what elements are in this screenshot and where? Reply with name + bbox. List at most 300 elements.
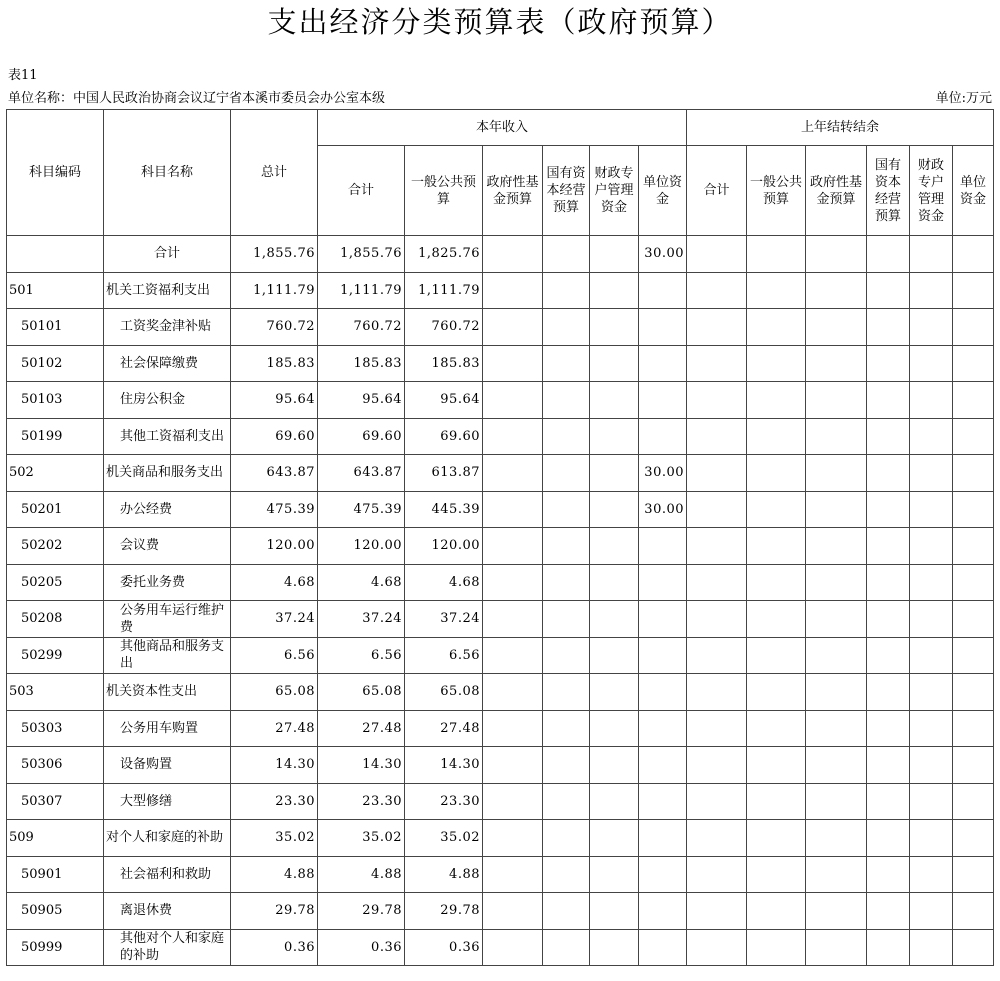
cell-p-unit — [953, 783, 994, 820]
header-cur-sum: 合计 — [318, 146, 405, 236]
cell-p-general — [747, 528, 806, 565]
cell-c-fund — [483, 747, 543, 784]
cell-c-sum: 95.64 — [318, 382, 405, 419]
subject-name: 其他工资福利支出 — [104, 418, 231, 455]
subject-name: 机关商品和服务支出 — [104, 455, 231, 492]
cell-total: 185.83 — [231, 345, 318, 382]
cell-p-special — [910, 893, 953, 930]
cell-total: 475.39 — [231, 491, 318, 528]
header-name: 科目名称 — [104, 110, 231, 236]
subject-name: 公务用车购置 — [104, 710, 231, 747]
cell-p-state — [867, 564, 910, 601]
cell-p-special — [910, 929, 953, 966]
cell-p-general — [747, 710, 806, 747]
cell-c-state — [543, 856, 590, 893]
cell-total: 120.00 — [231, 528, 318, 565]
header-cur-unit: 单位资金 — [639, 146, 687, 236]
cell-c-sum: 37.24 — [318, 601, 405, 638]
cell-c-fund — [483, 601, 543, 638]
cell-p-special — [910, 491, 953, 528]
header-carry-sum: 合计 — [687, 146, 747, 236]
cell-c-state — [543, 236, 590, 273]
cell-p-general — [747, 236, 806, 273]
cell-c-fund — [483, 564, 543, 601]
cell-p-fund — [806, 345, 867, 382]
cell-p-unit — [953, 747, 994, 784]
cell-p-special — [910, 674, 953, 711]
cell-p-state — [867, 674, 910, 711]
table-row — [7, 418, 994, 455]
subject-code: 50201 — [7, 491, 104, 528]
cell-c-state — [543, 747, 590, 784]
cell-c-sum: 27.48 — [318, 710, 405, 747]
cell-c-unit — [639, 418, 687, 455]
cell-p-sum — [687, 747, 747, 784]
cell-c-general: 69.60 — [405, 418, 483, 455]
cell-c-sum: 120.00 — [318, 528, 405, 565]
subject-code: 50103 — [7, 382, 104, 419]
cell-p-general — [747, 601, 806, 638]
subject-name: 合计 — [104, 236, 231, 273]
cell-c-fund — [483, 637, 543, 674]
header-carry-special: 财政专户管理资金 — [910, 146, 953, 236]
cell-p-general — [747, 674, 806, 711]
currency-unit: 单位:万元 — [935, 91, 992, 106]
cell-p-unit — [953, 272, 994, 309]
cell-total: 37.24 — [231, 601, 318, 638]
cell-p-special — [910, 528, 953, 565]
cell-p-special — [910, 382, 953, 419]
cell-p-unit — [953, 856, 994, 893]
cell-c-sum: 69.60 — [318, 418, 405, 455]
cell-c-fund — [483, 491, 543, 528]
table-row — [7, 382, 994, 419]
budget-table-body — [7, 236, 994, 966]
cell-total: 27.48 — [231, 710, 318, 747]
cell-p-general — [747, 637, 806, 674]
cell-p-unit — [953, 382, 994, 419]
subject-name: 社会福利和救助 — [104, 856, 231, 893]
subject-name: 离退休费 — [104, 893, 231, 930]
cell-total: 1,855.76 — [231, 236, 318, 273]
cell-c-unit — [639, 345, 687, 382]
cell-c-special — [590, 382, 639, 419]
cell-p-sum — [687, 893, 747, 930]
subject-name: 社会保障缴费 — [104, 345, 231, 382]
cell-p-fund — [806, 674, 867, 711]
subject-code: 50307 — [7, 783, 104, 820]
subject-name: 办公经费 — [104, 491, 231, 528]
cell-p-unit — [953, 710, 994, 747]
cell-p-special — [910, 747, 953, 784]
cell-c-general: 29.78 — [405, 893, 483, 930]
subject-code: 509 — [7, 820, 104, 857]
cell-c-fund — [483, 856, 543, 893]
cell-total: 69.60 — [231, 418, 318, 455]
cell-p-special — [910, 820, 953, 857]
cell-p-state — [867, 747, 910, 784]
cell-p-sum — [687, 856, 747, 893]
budget-table — [6, 109, 994, 966]
subject-name: 工资奖金津补贴 — [104, 309, 231, 346]
cell-p-fund — [806, 820, 867, 857]
cell-p-sum — [687, 637, 747, 674]
cell-p-state — [867, 455, 910, 492]
header-code: 科目编码 — [7, 110, 104, 236]
cell-c-special — [590, 637, 639, 674]
header-cur-state: 国有资本经营预算 — [543, 146, 590, 236]
cell-total: 1,111.79 — [231, 272, 318, 309]
cell-total: 6.56 — [231, 637, 318, 674]
cell-total: 643.87 — [231, 455, 318, 492]
cell-c-general: 95.64 — [405, 382, 483, 419]
cell-c-fund — [483, 418, 543, 455]
cell-p-sum — [687, 820, 747, 857]
subject-code: 50199 — [7, 418, 104, 455]
cell-c-fund — [483, 528, 543, 565]
cell-c-state — [543, 455, 590, 492]
cell-p-special — [910, 601, 953, 638]
cell-p-sum — [687, 710, 747, 747]
header-carry-unit: 单位资金 — [953, 146, 994, 236]
cell-p-unit — [953, 345, 994, 382]
cell-c-fund — [483, 674, 543, 711]
subject-name: 机关工资福利支出 — [104, 272, 231, 309]
subject-name: 设备购置 — [104, 747, 231, 784]
cell-p-sum — [687, 601, 747, 638]
table-row — [7, 272, 994, 309]
cell-p-general — [747, 783, 806, 820]
cell-p-general — [747, 418, 806, 455]
cell-c-state — [543, 820, 590, 857]
cell-c-fund — [483, 820, 543, 857]
header-current-year: 本年收入 — [318, 110, 687, 146]
cell-c-special — [590, 345, 639, 382]
cell-p-sum — [687, 272, 747, 309]
table-number: 表11 — [8, 68, 38, 83]
unit-info-row — [8, 91, 992, 107]
subject-code: 50299 — [7, 637, 104, 674]
cell-p-general — [747, 856, 806, 893]
cell-p-unit — [953, 236, 994, 273]
cell-p-state — [867, 309, 910, 346]
cell-c-fund — [483, 783, 543, 820]
table-row — [7, 929, 994, 966]
cell-c-special — [590, 236, 639, 273]
cell-c-unit: 30.00 — [639, 491, 687, 528]
cell-c-fund — [483, 893, 543, 930]
cell-c-sum: 185.83 — [318, 345, 405, 382]
cell-c-general: 14.30 — [405, 747, 483, 784]
cell-c-general: 120.00 — [405, 528, 483, 565]
cell-p-general — [747, 893, 806, 930]
cell-p-fund — [806, 455, 867, 492]
cell-c-special — [590, 929, 639, 966]
cell-p-state — [867, 491, 910, 528]
cell-c-fund — [483, 382, 543, 419]
header-carry-fund: 政府性基金预算 — [806, 146, 867, 236]
cell-p-special — [910, 309, 953, 346]
table-row — [7, 674, 994, 711]
cell-c-sum: 1,111.79 — [318, 272, 405, 309]
cell-total: 29.78 — [231, 893, 318, 930]
cell-c-state — [543, 564, 590, 601]
cell-c-general: 0.36 — [405, 929, 483, 966]
page-title: 支出经济分类预算表（政府预算） — [267, 5, 733, 39]
subject-code: 501 — [7, 272, 104, 309]
table-row — [7, 820, 994, 857]
cell-c-fund — [483, 710, 543, 747]
cell-c-general: 37.24 — [405, 601, 483, 638]
cell-p-unit — [953, 820, 994, 857]
subject-code: 50101 — [7, 309, 104, 346]
cell-total: 760.72 — [231, 309, 318, 346]
cell-p-state — [867, 272, 910, 309]
cell-p-state — [867, 637, 910, 674]
cell-p-special — [910, 455, 953, 492]
cell-total: 65.08 — [231, 674, 318, 711]
cell-p-special — [910, 345, 953, 382]
cell-p-unit — [953, 601, 994, 638]
cell-total: 4.88 — [231, 856, 318, 893]
cell-c-state — [543, 893, 590, 930]
cell-c-state — [543, 710, 590, 747]
table-row — [7, 345, 994, 382]
cell-p-fund — [806, 272, 867, 309]
cell-c-special — [590, 783, 639, 820]
cell-c-unit — [639, 820, 687, 857]
cell-p-fund — [806, 856, 867, 893]
subject-name: 对个人和家庭的补助 — [104, 820, 231, 857]
cell-c-state — [543, 309, 590, 346]
cell-c-sum: 6.56 — [318, 637, 405, 674]
unit-name: 单位名称：中国人民政治协商会议辽宁省本溪市委员会办公室本级 — [8, 91, 386, 106]
cell-c-special — [590, 820, 639, 857]
cell-p-sum — [687, 382, 747, 419]
cell-c-unit — [639, 637, 687, 674]
header-row-1 — [7, 110, 994, 146]
cell-c-special — [590, 309, 639, 346]
subject-code: 50905 — [7, 893, 104, 930]
cell-p-fund — [806, 747, 867, 784]
cell-c-fund — [483, 272, 543, 309]
table-row — [7, 893, 994, 930]
cell-c-unit — [639, 856, 687, 893]
cell-c-general: 1,111.79 — [405, 272, 483, 309]
cell-p-special — [910, 783, 953, 820]
cell-p-state — [867, 236, 910, 273]
subject-name: 委托业务费 — [104, 564, 231, 601]
cell-p-state — [867, 893, 910, 930]
cell-p-unit — [953, 929, 994, 966]
cell-c-general: 4.68 — [405, 564, 483, 601]
cell-c-general: 65.08 — [405, 674, 483, 711]
cell-c-sum: 65.08 — [318, 674, 405, 711]
cell-p-unit — [953, 528, 994, 565]
table-row — [7, 856, 994, 893]
cell-p-general — [747, 272, 806, 309]
cell-p-general — [747, 820, 806, 857]
cell-c-sum: 643.87 — [318, 455, 405, 492]
cell-c-general: 35.02 — [405, 820, 483, 857]
cell-p-general — [747, 382, 806, 419]
cell-p-fund — [806, 528, 867, 565]
cell-p-sum — [687, 929, 747, 966]
cell-c-special — [590, 710, 639, 747]
subject-code: 50205 — [7, 564, 104, 601]
cell-p-special — [910, 637, 953, 674]
cell-total: 35.02 — [231, 820, 318, 857]
cell-p-general — [747, 309, 806, 346]
cell-c-unit — [639, 382, 687, 419]
cell-p-state — [867, 528, 910, 565]
cell-p-fund — [806, 236, 867, 273]
cell-p-fund — [806, 564, 867, 601]
cell-p-sum — [687, 236, 747, 273]
cell-c-state — [543, 491, 590, 528]
cell-c-state — [543, 382, 590, 419]
cell-p-general — [747, 491, 806, 528]
cell-p-state — [867, 929, 910, 966]
cell-c-sum: 4.88 — [318, 856, 405, 893]
cell-total: 0.36 — [231, 929, 318, 966]
cell-p-sum — [687, 455, 747, 492]
cell-c-special — [590, 528, 639, 565]
cell-p-general — [747, 747, 806, 784]
cell-p-unit — [953, 674, 994, 711]
cell-c-fund — [483, 455, 543, 492]
cell-p-fund — [806, 783, 867, 820]
cell-p-state — [867, 783, 910, 820]
cell-p-sum — [687, 309, 747, 346]
cell-c-special — [590, 272, 639, 309]
cell-c-sum: 0.36 — [318, 929, 405, 966]
cell-c-state — [543, 601, 590, 638]
cell-c-unit — [639, 528, 687, 565]
cell-p-fund — [806, 929, 867, 966]
cell-p-fund — [806, 710, 867, 747]
cell-p-sum — [687, 418, 747, 455]
cell-c-state — [543, 418, 590, 455]
cell-c-unit: 30.00 — [639, 455, 687, 492]
cell-c-unit — [639, 601, 687, 638]
cell-c-special — [590, 491, 639, 528]
subject-code: 50102 — [7, 345, 104, 382]
cell-c-general: 445.39 — [405, 491, 483, 528]
cell-p-fund — [806, 382, 867, 419]
subject-code: 503 — [7, 674, 104, 711]
cell-c-unit — [639, 272, 687, 309]
cell-c-sum: 35.02 — [318, 820, 405, 857]
subject-code: 50303 — [7, 710, 104, 747]
subject-code — [7, 236, 104, 273]
cell-c-general: 23.30 — [405, 783, 483, 820]
subject-name: 大型修缮 — [104, 783, 231, 820]
table-row — [7, 455, 994, 492]
cell-p-general — [747, 929, 806, 966]
cell-p-unit — [953, 455, 994, 492]
cell-c-general: 6.56 — [405, 637, 483, 674]
cell-c-general: 4.88 — [405, 856, 483, 893]
cell-p-fund — [806, 418, 867, 455]
table-row — [7, 309, 994, 346]
table-row — [7, 637, 994, 674]
cell-p-sum — [687, 783, 747, 820]
cell-c-special — [590, 747, 639, 784]
cell-p-state — [867, 382, 910, 419]
cell-total: 4.68 — [231, 564, 318, 601]
cell-p-unit — [953, 564, 994, 601]
cell-p-fund — [806, 637, 867, 674]
cell-c-unit — [639, 929, 687, 966]
cell-c-unit — [639, 747, 687, 784]
cell-p-general — [747, 564, 806, 601]
cell-c-state — [543, 929, 590, 966]
cell-p-state — [867, 856, 910, 893]
cell-c-special — [590, 418, 639, 455]
subject-name: 会议费 — [104, 528, 231, 565]
subject-code: 50999 — [7, 929, 104, 966]
cell-c-unit — [639, 710, 687, 747]
cell-c-sum: 4.68 — [318, 564, 405, 601]
cell-c-general: 1,825.76 — [405, 236, 483, 273]
subject-name: 机关资本性支出 — [104, 674, 231, 711]
cell-p-sum — [687, 528, 747, 565]
header-cur-general: 一般公共预算 — [405, 146, 483, 236]
subject-name: 公务用车运行维护费 — [104, 601, 231, 638]
subject-code: 50306 — [7, 747, 104, 784]
cell-c-sum: 1,855.76 — [318, 236, 405, 273]
cell-c-fund — [483, 236, 543, 273]
cell-c-unit: 30.00 — [639, 236, 687, 273]
cell-c-unit — [639, 674, 687, 711]
cell-c-state — [543, 528, 590, 565]
cell-p-state — [867, 710, 910, 747]
table-row — [7, 528, 994, 565]
cell-c-general: 185.83 — [405, 345, 483, 382]
cell-c-sum: 23.30 — [318, 783, 405, 820]
cell-p-unit — [953, 893, 994, 930]
cell-c-special — [590, 893, 639, 930]
cell-p-unit — [953, 637, 994, 674]
cell-c-fund — [483, 929, 543, 966]
cell-c-unit — [639, 564, 687, 601]
cell-p-special — [910, 564, 953, 601]
cell-c-special — [590, 564, 639, 601]
subject-name: 住房公积金 — [104, 382, 231, 419]
cell-p-special — [910, 418, 953, 455]
cell-c-state — [543, 783, 590, 820]
cell-c-unit — [639, 309, 687, 346]
cell-p-state — [867, 601, 910, 638]
cell-p-state — [867, 418, 910, 455]
cell-p-unit — [953, 491, 994, 528]
table-row — [7, 747, 994, 784]
header-carryover: 上年结转结余 — [687, 110, 994, 146]
table-row — [7, 783, 994, 820]
cell-p-special — [910, 272, 953, 309]
cell-p-general — [747, 455, 806, 492]
subject-code: 502 — [7, 455, 104, 492]
cell-c-unit — [639, 893, 687, 930]
subject-code: 50208 — [7, 601, 104, 638]
header-cur-special: 财政专户管理资金 — [590, 146, 639, 236]
table-row — [7, 710, 994, 747]
table-row — [7, 564, 994, 601]
cell-p-sum — [687, 345, 747, 382]
cell-p-unit — [953, 418, 994, 455]
cell-p-state — [867, 345, 910, 382]
